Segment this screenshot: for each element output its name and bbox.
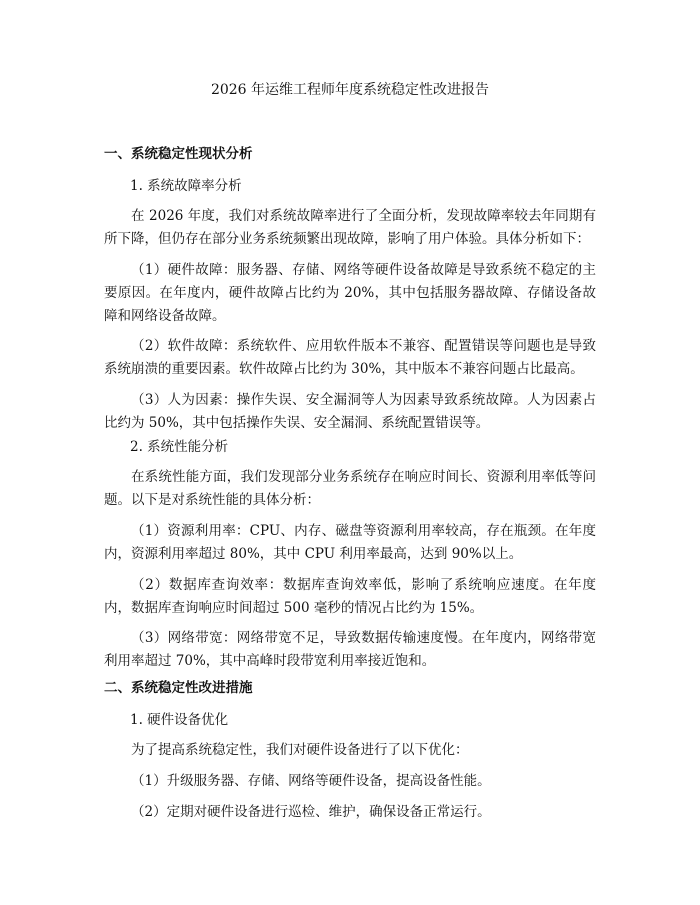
section-2-1-intro: 为了提高系统稳定性，我们对硬件设备进行了以下优化： [131,742,469,758]
section-2-1-heading: 1. 硬件设备优化 [130,712,229,728]
section-1-1-item-2: （2）软件故障：系统软件、应用软件版本不兼容、配置错误等问题也是导致系统崩溃的重要因素。软件故障占比约为 30%，其中版本不兼容问题占比最高。 [104,338,596,377]
section-1-2-item-2: （2）数据库查询效率：数据库查询效率低，影响了系统响应速度。在年度内，数据库查询响应时间超过 500 毫秒的情况占比约为 15%。 [104,577,596,616]
section-1-2-heading: 2. 系统性能分析 [130,439,229,455]
section-1-1-item-3: （3）人为因素：操作失误、安全漏洞等人为因素导致系统故障。人为因素占比约为 50%，其中包括操作失误、安全漏洞、系统配置错误等。 [104,392,596,431]
section-2-1-item-2: （2）定期对硬件设备进行巡检、维护，确保设备正常运行。 [131,804,491,820]
section-2-1-item-1: （1）升级服务器、存储、网络等硬件设备，提高设备性能。 [131,773,491,789]
section-1-heading: 一、系统稳定性现状分析 [104,146,253,162]
section-1-2-item-1: （1）资源利用率：CPU、内存、磁盘等资源利用率较高，存在瓶颈。在年度内，资源利用率超过 80%，其中 CPU 利用率最高，达到 90%以上。 [104,523,596,562]
section-1-2-intro: 在系统性能方面，我们发现部分业务系统存在响应时间长、资源利用率低等问题。以下是对系统性能的具体分析： [104,469,596,508]
section-1-2-item-3: （3）网络带宽：网络带宽不足，导致数据传输速度慢。在年度内，网络带宽利用率超过 70%，其中高峰时段带宽利用率接近饱和。 [104,630,596,669]
section-1-1-item-1: （1）硬件故障：服务器、存储、网络等硬件设备故障是导致系统不稳定的主要原因。在年度内，硬件故障占比约为 20%，其中包括服务器故障、存储设备故障和网络设备故障。 [104,262,596,324]
section-1-1-intro: 在 2026 年度，我们对系统故障率进行了全面分析，发现故障率较去年同期有所下降，但仍存在部分业务系统频繁出现故障，影响了用户体验。具体分析如下： [104,208,596,247]
document-title: 2026 年运维工程师年度系统稳定性改进报告 [210,82,490,98]
section-2-heading: 二、系统稳定性改进措施 [104,680,253,696]
section-1-1-heading: 1. 系统故障率分析 [130,178,242,194]
